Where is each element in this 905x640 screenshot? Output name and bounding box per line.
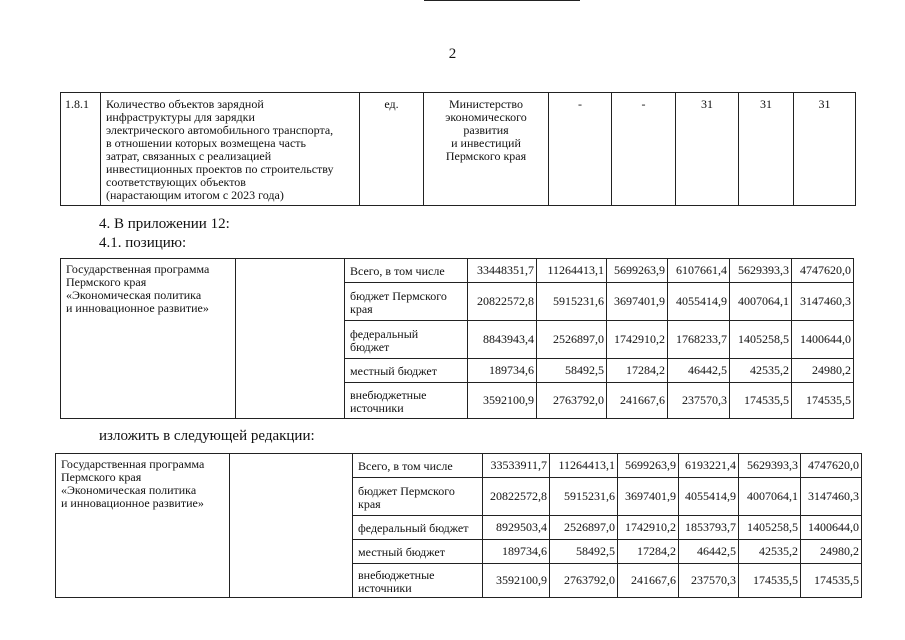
paragraph-replace: изложить в следующей редакции: xyxy=(99,428,315,444)
table-cell: 174535,5 xyxy=(730,383,792,419)
description-line: инвестиционных проектов по строительству xyxy=(106,162,334,176)
table-cell: 4007064,1 xyxy=(739,478,801,516)
table-row xyxy=(56,454,862,478)
table-cell: 2526897,0 xyxy=(550,516,618,540)
table-cell: 5699263,9 xyxy=(607,259,668,283)
table-cell: 42535,2 xyxy=(730,359,792,383)
table-cell: 2763792,0 xyxy=(537,383,607,419)
program-name-line: Государственная программа xyxy=(66,262,210,276)
table-cell: 3592100,9 xyxy=(468,383,537,419)
table-cell: 1400644,0 xyxy=(792,321,854,359)
table-cell: 8843943,4 xyxy=(468,321,537,359)
table-cell: 58492,5 xyxy=(537,359,607,383)
description-line: в отношении которых возмещена часть xyxy=(106,136,307,150)
row-label xyxy=(353,478,483,516)
program-table-current xyxy=(60,258,854,419)
table-cell: 2526897,0 xyxy=(537,321,607,359)
description-line: соответствующих объектов xyxy=(106,175,246,189)
row-label: Всего, в том числе xyxy=(353,454,483,478)
table-cell: 2763792,0 xyxy=(550,564,618,598)
table-cell: 3697401,9 xyxy=(607,283,668,321)
row-label-line: бюджет xyxy=(350,339,390,354)
table-cell: 1405258,5 xyxy=(730,321,792,359)
program-table-new xyxy=(55,453,862,598)
table-cell: 5915231,6 xyxy=(537,283,607,321)
table-cell: 24980,2 xyxy=(792,359,854,383)
program-name-line: и инновационное развитие» xyxy=(66,301,209,315)
table-cell: 3147460,3 xyxy=(801,478,862,516)
executor-line: экономического xyxy=(445,110,527,124)
indicator-executor xyxy=(424,93,549,206)
table-cell: 58492,5 xyxy=(550,540,618,564)
row-label-line: внебюджетные xyxy=(350,387,427,402)
executor-line: Министерство xyxy=(449,97,523,111)
row-label-line: края xyxy=(350,301,373,316)
row-label: местный бюджет xyxy=(345,359,468,383)
blank-cell xyxy=(230,454,353,598)
table-cell: 20822572,8 xyxy=(483,478,550,516)
indicator-table xyxy=(60,92,856,206)
table-cell: 1768233,7 xyxy=(668,321,730,359)
table-cell: 3592100,9 xyxy=(483,564,550,598)
table-cell: 11264413,1 xyxy=(550,454,618,478)
table-cell: 6107661,4 xyxy=(668,259,730,283)
indicator-value: 31 xyxy=(676,93,739,206)
table-cell: 17284,2 xyxy=(607,359,668,383)
table-cell: 20822572,8 xyxy=(468,283,537,321)
indicator-unit: ед. xyxy=(360,93,424,206)
table-cell: 1742910,2 xyxy=(618,516,679,540)
table-cell: 174535,5 xyxy=(792,383,854,419)
table-cell: 42535,2 xyxy=(739,540,801,564)
table-cell: 5915231,6 xyxy=(550,478,618,516)
row-label xyxy=(345,383,468,419)
row-label-line: края xyxy=(358,496,381,511)
table-cell: 1400644,0 xyxy=(801,516,862,540)
table-cell: 189734,6 xyxy=(483,540,550,564)
paragraph-4: 4. В приложении 12: xyxy=(99,216,230,232)
description-line: (нарастающим итогом с 2023 года) xyxy=(106,188,284,202)
table-cell: 1742910,2 xyxy=(607,321,668,359)
table-cell: 1405258,5 xyxy=(739,516,801,540)
program-name xyxy=(56,454,230,598)
header-rule xyxy=(424,0,580,1)
row-label-line: бюджет Пермского xyxy=(358,483,455,498)
table-cell: 189734,6 xyxy=(468,359,537,383)
indicator-row xyxy=(61,93,856,206)
table-cell: 3697401,9 xyxy=(618,478,679,516)
indicator-number: 1.8.1 xyxy=(61,93,101,206)
program-name-line: Пермского края xyxy=(61,470,142,484)
table-cell: 46442,5 xyxy=(679,540,739,564)
indicator-value: - xyxy=(612,93,676,206)
description-line: электрического автомобильного транспорта, xyxy=(106,123,334,137)
description-line: Количество объектов зарядной xyxy=(106,97,264,111)
table-cell: 174535,5 xyxy=(739,564,801,598)
table-cell: 33533911,7 xyxy=(483,454,550,478)
table-cell: 33448351,7 xyxy=(468,259,537,283)
row-label xyxy=(345,283,468,321)
indicator-value: 31 xyxy=(739,93,794,206)
table-cell: 4007064,1 xyxy=(730,283,792,321)
table-row xyxy=(61,259,854,283)
row-label: местный бюджет xyxy=(353,540,483,564)
table-cell: 46442,5 xyxy=(668,359,730,383)
row-label: Всего, в том числе xyxy=(345,259,468,283)
table-cell: 5699263,9 xyxy=(618,454,679,478)
description-line: инфраструктуры для зарядки xyxy=(106,110,255,124)
table-cell: 24980,2 xyxy=(801,540,862,564)
program-name xyxy=(61,259,236,419)
table-cell: 6193221,4 xyxy=(679,454,739,478)
program-name-line: Пермского края xyxy=(66,275,147,289)
program-name-line: «Экономическая политика xyxy=(66,288,202,302)
table-cell: 241667,6 xyxy=(618,564,679,598)
table-cell: 4747620,0 xyxy=(792,259,854,283)
table-cell: 17284,2 xyxy=(618,540,679,564)
page-number: 2 xyxy=(448,46,457,62)
row-label-line: бюджет Пермского xyxy=(350,288,447,303)
table-cell: 5629393,3 xyxy=(730,259,792,283)
table-cell: 174535,5 xyxy=(801,564,862,598)
table-cell: 4055414,9 xyxy=(679,478,739,516)
program-name-line: и инновационное развитие» xyxy=(61,496,204,510)
table-cell: 237570,3 xyxy=(679,564,739,598)
table-cell: 8929503,4 xyxy=(483,516,550,540)
table-cell: 4747620,0 xyxy=(801,454,862,478)
blank-cell xyxy=(236,259,345,419)
table-cell: 241667,6 xyxy=(607,383,668,419)
table-cell: 11264413,1 xyxy=(537,259,607,283)
program-name-line: Государственная программа xyxy=(61,457,205,471)
row-label-line: внебюджетные xyxy=(358,567,435,582)
row-label-line: источники xyxy=(358,580,412,595)
row-label xyxy=(353,564,483,598)
table-cell: 1853793,7 xyxy=(679,516,739,540)
description-line: затрат, связанных с реализацией xyxy=(106,149,272,163)
table-cell: 5629393,3 xyxy=(739,454,801,478)
indicator-description xyxy=(101,93,360,206)
executor-line: и инвестиций xyxy=(451,136,521,150)
table-cell: 4055414,9 xyxy=(668,283,730,321)
indicator-value: - xyxy=(549,93,612,206)
row-label-line: источники xyxy=(350,400,404,415)
paragraph-4-1: 4.1. позицию: xyxy=(99,235,187,251)
executor-line: развития xyxy=(463,123,509,137)
table-cell: 3147460,3 xyxy=(792,283,854,321)
indicator-value: 31 xyxy=(794,93,856,206)
row-label: федеральный бюджет xyxy=(353,516,483,540)
table-cell: 237570,3 xyxy=(668,383,730,419)
program-name-line: «Экономическая политика xyxy=(61,483,197,497)
executor-line: Пермского края xyxy=(445,149,527,163)
row-label xyxy=(345,321,468,359)
row-label-line: федеральный xyxy=(350,326,419,341)
